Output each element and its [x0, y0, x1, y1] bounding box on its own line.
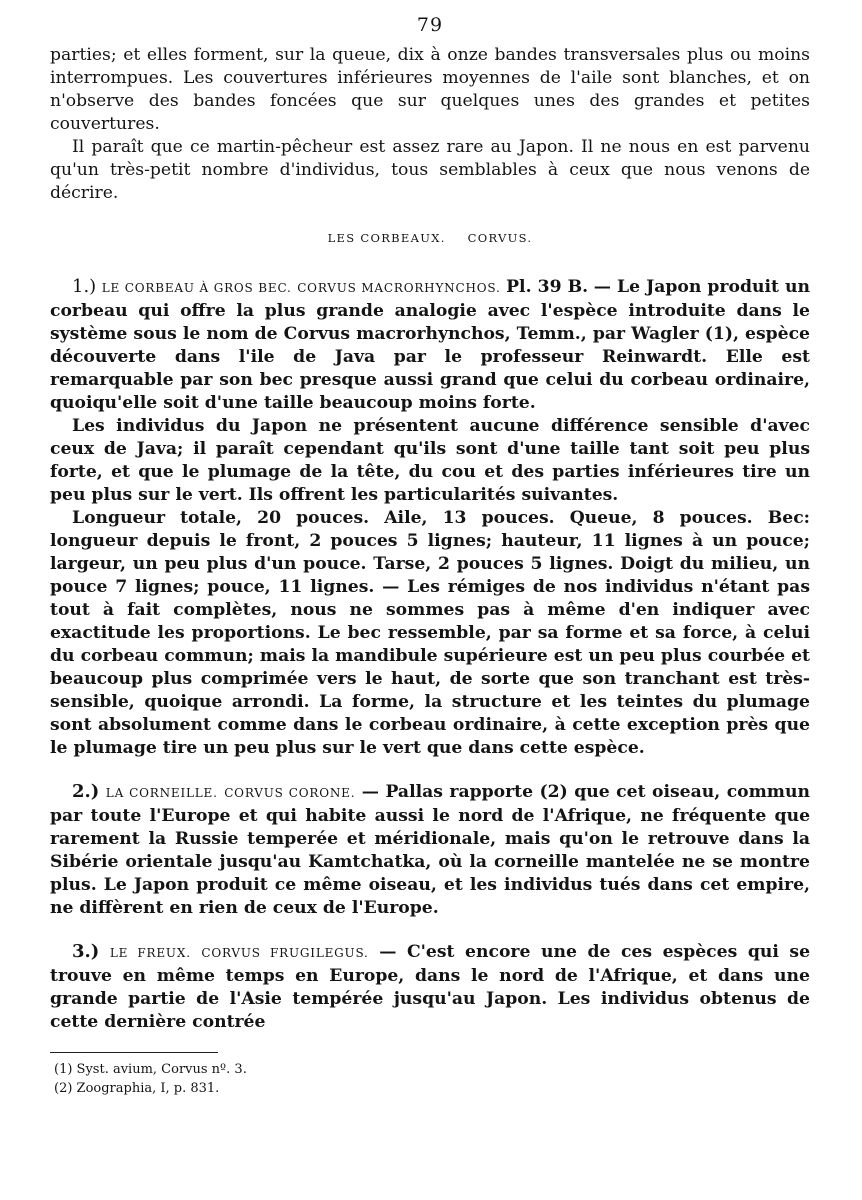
intro-paragraph-1: parties; et elles forment, sur la queue, dix à onze bandes transversales plus ou moins interrompues. Les couvertures inférieures moyennes de l'aile sont blanches, et on n'observe des bandes foncées que sur quelques unes des grandes et petites couvertures.	[50, 45, 810, 134]
plate-reference: Pl. 39 B.	[506, 277, 589, 297]
species-name-french: LA CORNEILLE.	[105, 786, 218, 800]
species-name-french: LE CORBEAU À GROS BEC.	[101, 281, 292, 295]
entry-1-measurements: Longueur totale, 20 pouces. Aile, 13 pouces. Queue, 8 pouces. Bec: longueur depuis le front, 2 pouces 5 lignes; hauteur, 11 lignes à un pouce; largeur, un peu plus d'un pouce. Tarse, 2 pouces 5 lignes. Doigt du milieu, un pouce 7 lignes; pouce, 11 lignes. — Les rémiges de nos individus n'étant pas tout à fait complètes, nous ne sommes pas à même d'en indiquer avec exactitude les proportions. Le bec ressemble, par sa forme et sa force, à celui du corbeau commun; mais la mandibule supérieure est un peu plus courbée et beaucoup plus comprimée vers le haut, de sorte que son tranchant est très-sensible, quoique arrondi. La forme, la structure et les teintes du plumage sont absolument comme dans le corbeau ordinaire, à cette exception près que le plumage tire un peu plus sur le vert que dans cette espèce.	[50, 508, 810, 758]
species-name-latin: CORVUS MACRORHYNCHOS.	[297, 281, 501, 295]
footnote-1: (1) Syst. avium, Corvus nº. 3.	[54, 1062, 247, 1077]
species-name-latin: CORVUS FRUGILEGUS.	[201, 946, 369, 960]
entry-text: — Pallas rapporte (2) que cet oiseau, commun par toute l'Europe et qui habite aussi le nord de l'Afrique, ne fréquente que rarement la Russie temperée et méridionale, mais qu'on le retrouve dans la Sibérie orientale jusqu'au Kamtchatka, où la corneille mantelée ne se montre plus. Le Japon produit ce même oiseau, et les individus tués dans cet empire, ne diffèrent en rien de ceux de l'Europe.	[50, 782, 810, 918]
footnotes	[54, 1060, 247, 1098]
entry-number: 1.)	[72, 276, 97, 297]
entry-number: 2.)	[72, 781, 100, 802]
entry-1-paragraph	[50, 275, 810, 415]
section-heading	[50, 231, 810, 245]
footnote-divider	[50, 1052, 218, 1053]
entry-2-paragraph	[50, 780, 810, 920]
page-body	[50, 14, 810, 1034]
entry-text: — Le Japon produit un corbeau qui offre la plus grande analogie avec l'espèce introduite dans le système sous le nom de Corvus macrorhynchos, Temm., par Wagler (1), espèce découverte dans l'ile de Java par le professeur Reinwardt. Elle est remarquable par son bec presque aussi grand que celui du corbeau ordinaire, quoiqu'elle soit d'une taille beaucoup moins forte.	[50, 277, 810, 413]
section-title-latin: CORVUS.	[467, 231, 533, 245]
page-number: 79	[416, 14, 444, 36]
footnote-2: (2) Zoographia, I, p. 831.	[54, 1081, 220, 1096]
entry-1-paragraph-2: Les individus du Japon ne présentent aucune différence sensible d'avec ceux de Java; il paraît cependant qu'ils sont d'une taille tant soit peu plus forte, et que le plumage de la tête, du cou et des parties inférieures tire un peu plus sur le vert. Ils offrent les particularités suivantes.	[50, 416, 810, 505]
entry-text: — C'est encore une de ces espèces qui se trouve en même temps en Europe, dans le nord de l'Afrique, et dans une grande partie de l'Asie tempérée jusqu'au Japon. Les individus obtenus de cette dernière contrée	[50, 942, 811, 1032]
species-name-french: LE FREUX.	[109, 946, 191, 960]
entry-number: 3.)	[72, 941, 100, 962]
section-title-french: LES CORBEAUX.	[327, 231, 446, 245]
intro-paragraph-2: Il paraît que ce martin-pêcheur est assez rare au Japon. Il ne nous en est parvenu qu'un très-petit nombre d'individus, tous semblables à ceux que nous venons de décrire.	[50, 137, 810, 203]
entry-3-paragraph	[50, 940, 810, 1034]
species-name-latin: CORVUS CORONE.	[224, 786, 356, 800]
